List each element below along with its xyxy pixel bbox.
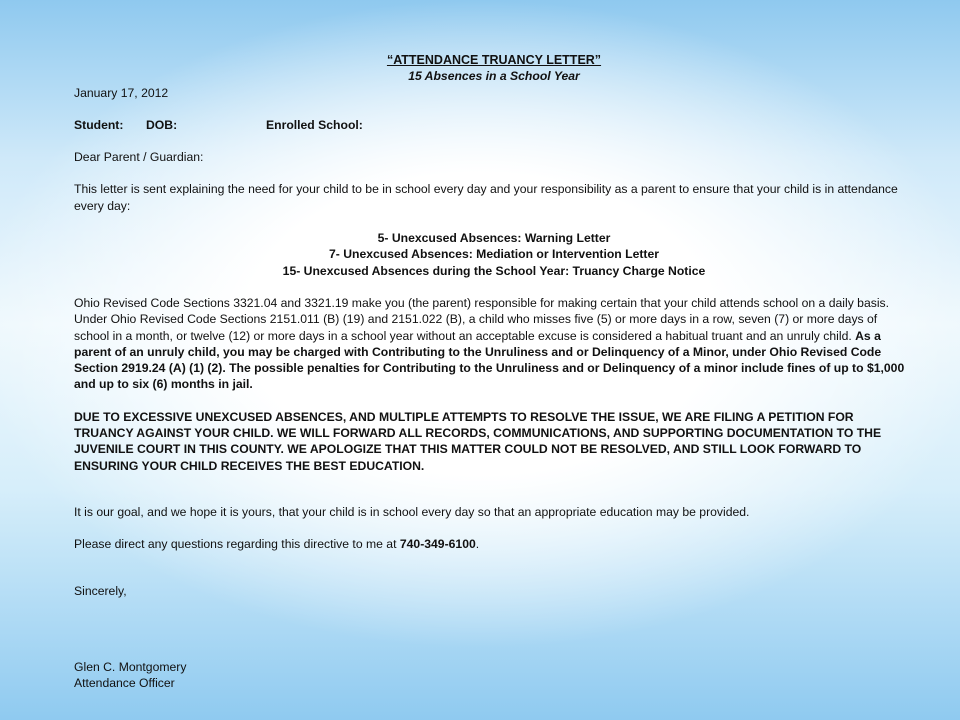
phone-number: 740-349-6100 (399, 537, 476, 552)
questions-end: . (475, 537, 480, 552)
absence-level-15: 15- Unexcused Absences during the School Year: Truancy Charge Notice (282, 263, 706, 278)
law-paragraph-penalties: As a parent of an unruly child, you may be charged with Contributing to the Unruliness and or Delinquency of a Minor, under Ohio Revised Code Section 2919.24 (A) (1) (2). The possible penalties for Contributing to the Unruliness and or Delinquency of a minor include fines of up to $1,000 and up to six (6) months in jail. (74, 328, 905, 392)
goal-paragraph: It is our goal, and we hope it is yours, that your child is in school every day so that an appropriate education may be provided. (74, 504, 750, 519)
intro-paragraph: This letter is sent explaining the need for your child to be in school every day and your responsibility as a parent to ensure that your child is in attendance every day: (74, 182, 898, 213)
dob-label: DOB: (146, 117, 178, 132)
law-paragraph (74, 295, 914, 393)
truancy-letter (74, 52, 914, 691)
law-paragraph-text: Ohio Revised Code Sections 3321.04 and 3321.19 make you (the parent) responsible for making certain that your child attends school on a daily basis. Under Ohio Revised Code Sections 2151.011 (B) (19) and 2151.022 (B), a child who misses five (5) or more days in a row, seven (7) or more days of school in a month, or twelve (12) or more days in a school year without an acceptable excuse is considered a habitual truant and an unruly child. (74, 295, 890, 343)
petition-notice: DUE TO EXCESSIVE UNEXCUSED ABSENCES, AND MULTIPLE ATTEMPTS TO RESOLVE THE ISSUE, WE ARE FILING A PETITION FOR TRUANCY AGAINST YOUR CHILD. WE WILL FORWARD ALL RECORDS, COMMUNICATIONS, AND SUPPORTING DOCUMENTATION TO THE JUVENILE COURT IN THIS COUNTY. WE APOLOGIZE THAT THIS MATTER COULD NOT BE RESOLVED, AND STILL LOOK FORWARD TO ENSURING YOUR CHILD RECEIVES THE BEST EDUCATION. (74, 409, 882, 473)
letter-title: “ATTENDANCE TRUANCY LETTER” (386, 53, 602, 67)
signer-name: Glen C. Montgomery (74, 659, 187, 674)
absence-level-7: 7- Unexcused Absences: Mediation or Intervention Letter (328, 247, 660, 262)
closing: Sincerely, (74, 583, 127, 598)
questions-text: Please direct any questions regarding this directive to me at (74, 537, 400, 552)
student-info-row (74, 117, 914, 133)
letter-subtitle: 15 Absences in a School Year (408, 69, 580, 84)
enrolled-school-label: Enrolled School: (266, 117, 363, 132)
salutation: Dear Parent / Guardian: (74, 150, 204, 165)
letter-date: January 17, 2012 (74, 85, 169, 100)
student-label: Student: (74, 117, 124, 132)
questions-paragraph (74, 536, 914, 552)
absence-level-5: 5- Unexcused Absences: Warning Letter (377, 231, 611, 246)
signer-title: Attendance Officer (74, 676, 175, 691)
